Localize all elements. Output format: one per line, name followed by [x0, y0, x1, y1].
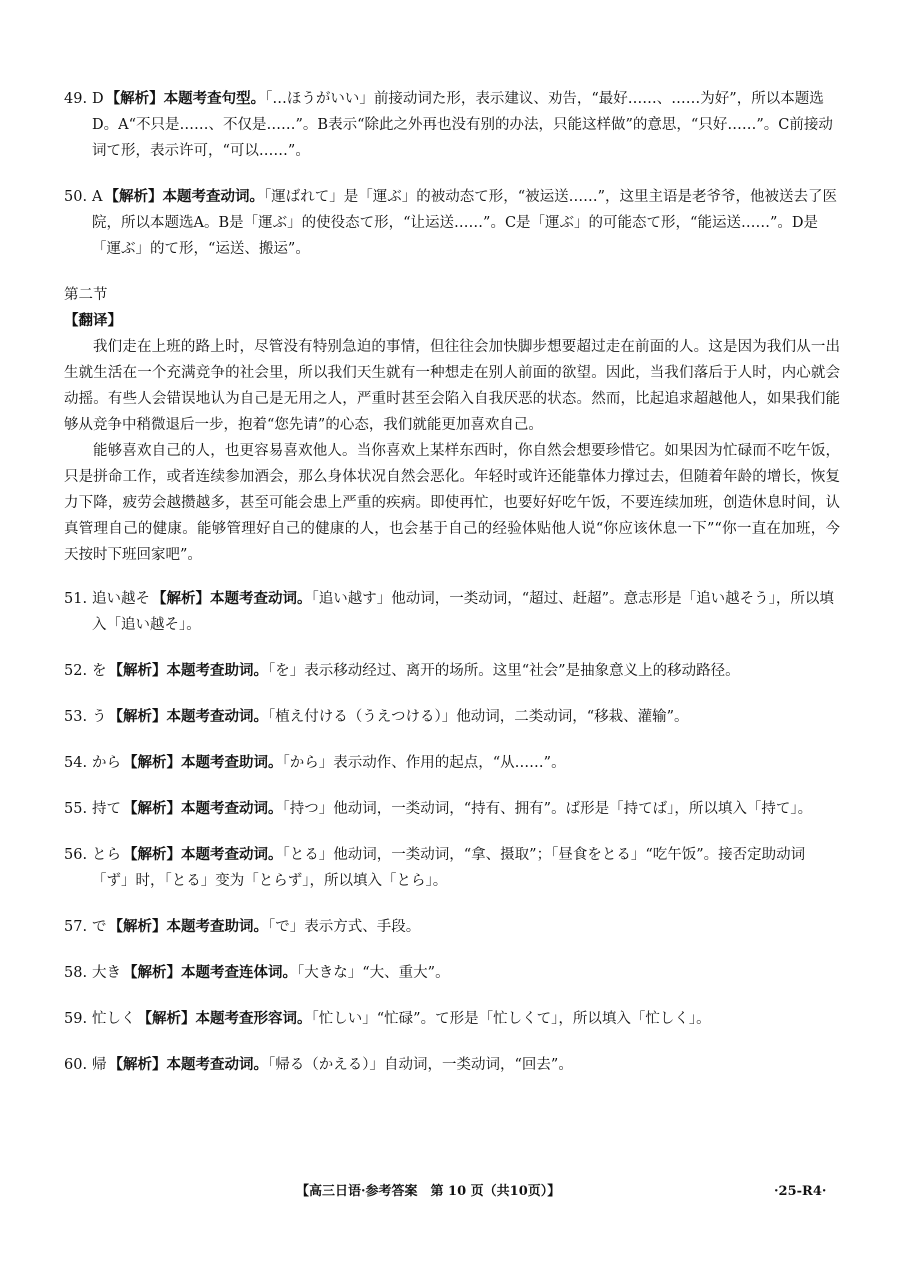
item-56: [64, 842, 840, 894]
item-topic: 本题考查动词。: [181, 800, 283, 817]
item-topic: 本题考查动词。: [181, 846, 283, 863]
item-body: [92, 86, 840, 164]
item-answer: D: [92, 91, 104, 107]
analysis-tag: 【解析】: [137, 1010, 196, 1027]
item-number: 58.: [64, 965, 88, 981]
analysis-tag: 【解析】: [105, 90, 164, 107]
analysis-tag: 【解析】: [123, 846, 181, 863]
item-57: [64, 914, 840, 940]
item-answer: 忙しく: [92, 1011, 136, 1027]
item-body: [92, 750, 840, 776]
item-explanation: 「持つ」他动词，一类动词，“持有、拥有”。ば形是「持てば」，所以填入「持て」。: [282, 801, 813, 817]
item-explanation: 「植え付ける（うえつける）」他动词，二类动词，“移栽、灌输”。: [268, 709, 689, 725]
item-54: [64, 750, 840, 776]
analysis-tag: 【解析】: [108, 662, 167, 679]
item-59: [64, 1006, 840, 1032]
item-body: [92, 842, 840, 894]
item-body: [92, 1006, 840, 1032]
item-body: [92, 796, 840, 822]
item-number: 59.: [64, 1011, 88, 1027]
analysis-tag: 【解析】: [123, 964, 181, 981]
item-body: [92, 586, 840, 638]
item-number: 51.: [64, 591, 88, 607]
analysis-tag: 【解析】: [108, 1056, 167, 1073]
analysis-tag: 【解析】: [152, 590, 210, 607]
page-footer: [0, 1179, 900, 1205]
analysis-tag: 【解析】: [104, 188, 163, 205]
item-number: 53.: [64, 709, 88, 725]
item-topic: 本题考查动词。: [166, 1056, 268, 1073]
item-51: [64, 586, 840, 638]
translation-paragraph: 能够喜欢自己的人，也更容易喜欢他人。当你喜欢上某样东西时，你自然会想要珍惜它。如果因为忙碌而不吃午饭，只是拼命工作，或者连续参加酒会，那么身体状况自然会恶化。年轻时或许还能靠体力撑过去，但随着年龄的增长，恢复力下降，疲劳会越攒越多，甚至可能会患上严重的疾病。即使再忙，也要好好吃午饭，不要连续加班，创造休息时间，认真管理自己的健康。能够管理好自己的健康的人，也会基于自己的经验体贴他人说“你应该休息一下”“你一直在加班，今天按时下班回家吧”。: [64, 443, 840, 563]
item-number: 52.: [64, 663, 88, 679]
item-answer: 大き: [92, 965, 121, 981]
item-answer: 追い越そ: [92, 591, 150, 607]
item-answer: とら: [92, 847, 121, 863]
footer-title: 【高三日语·参考答案 第 10 页（共10页）】: [296, 1184, 561, 1199]
item-explanation: 「から」表示动作、作用的起点，“从……”。: [282, 755, 566, 771]
item-body: [92, 960, 840, 986]
item-number: 50.: [64, 189, 88, 205]
item-topic: 本题考查连体词。: [181, 964, 297, 981]
item-answer: A: [92, 189, 103, 205]
item-explanation: 「を」表示移动经过、离开的场所。这里“社会”是抽象意义上的移动路径。: [268, 663, 740, 679]
item-answer: 帰: [92, 1057, 107, 1073]
item-number: 56.: [64, 847, 88, 863]
item-explanation: 「大きな」“大、重大”。: [297, 965, 450, 981]
item-topic: 本题考查助词。: [166, 918, 268, 935]
item-49: [64, 86, 840, 164]
item-answer: を: [92, 663, 107, 679]
translation-title: 【翻译】: [64, 312, 122, 329]
item-number: 57.: [64, 919, 88, 935]
item-answer: で: [92, 919, 107, 935]
item-explanation: 「…ほうがいい」前接动词た形，表示建议、劝告，“最好……、……为好”，所以本题选D。A“不只是……、不仅是……”。B表示“除此之外再也没有别的办法，只能这样做”的意思，“只好……”。C前接动词て形，表示许可，“可以……”。: [92, 91, 833, 159]
answer-page: [64, 86, 840, 1098]
analysis-tag: 【解析】: [123, 754, 181, 771]
item-explanation: 「で」表示方式、手段。: [268, 919, 421, 935]
item-explanation: 「帰る（かえる）」自动词，一类动词，“回去”。: [268, 1057, 573, 1073]
item-52: [64, 658, 840, 684]
item-58: [64, 960, 840, 986]
translation-section: [64, 282, 840, 568]
item-explanation: 「追い越す」他动词，一类动词，“超过、赶超”。意志形是「追い越そう」，所以填入「追い越そ」。: [92, 591, 834, 633]
item-50: [64, 184, 840, 262]
analysis-tag: 【解析】: [108, 918, 167, 935]
item-body: [92, 704, 840, 730]
item-body: [92, 184, 840, 262]
item-55: [64, 796, 840, 822]
footer-code: ·25-R4·: [774, 1184, 827, 1199]
item-body: [92, 658, 840, 684]
item-answer: から: [92, 755, 121, 771]
item-explanation: 「とる」他动词，一类动词，“拿、摄取”；「昼食をとる」“吃午饭”。接否定助动词「ず」时，「とる」变为「とらず」，所以填入「とら」。: [92, 847, 806, 889]
item-number: 60.: [64, 1057, 88, 1073]
item-explanation: 「運ばれて」是「運ぶ」的被动态て形，“被运送……”，这里主语是老爷爷，他被送去了医院，所以本题选A。B是「運ぶ」的使役态て形，“让运送……”。C是「運ぶ」的可能态て形，“能运送……”。D是「運ぶ」的て形，“运送、搬运”。: [92, 189, 838, 257]
item-53: [64, 704, 840, 730]
item-topic: 本题考查助词。: [166, 662, 268, 679]
item-topic: 本题考查助词。: [181, 754, 283, 771]
item-body: [92, 914, 840, 940]
item-answer: 持て: [92, 801, 121, 817]
item-60: [64, 1052, 840, 1078]
item-answer: う: [92, 709, 107, 725]
item-topic: 本题考查动词。: [210, 590, 312, 607]
item-explanation: 「忙しい」“忙碌”。て形是「忙しくて」，所以填入「忙しく」。: [311, 1011, 711, 1027]
translation-paragraph: 我们走在上班的路上时，尽管没有特别急迫的事情，但往往会加快脚步想要超过走在前面的人。这是因为我们从一出生就生活在一个充满竞争的社会里，所以我们天生就有一种想走在别人前面的欲望。因此，当我们落后于人时，内心就会动摇。有些人会错误地认为自己是无用之人，严重时甚至会陷入自我厌恶的状态。然而，比起追求超越他人，如果我们能够从竞争中稍微退后一步，抱着“您先请”的心态，我们就能更加喜欢自己。: [64, 339, 840, 433]
analysis-tag: 【解析】: [123, 800, 181, 817]
item-topic: 本题考查动词。: [162, 188, 264, 205]
item-topic: 本题考查句型。: [163, 90, 266, 107]
item-number: 49.: [64, 91, 88, 107]
item-number: 55.: [64, 801, 88, 817]
section-label: 第二节: [64, 287, 108, 303]
item-topic: 本题考查动词。: [166, 708, 268, 725]
item-number: 54.: [64, 755, 88, 771]
item-topic: 本题考查形容词。: [195, 1010, 312, 1027]
analysis-tag: 【解析】: [108, 708, 167, 725]
item-body: [92, 1052, 840, 1078]
